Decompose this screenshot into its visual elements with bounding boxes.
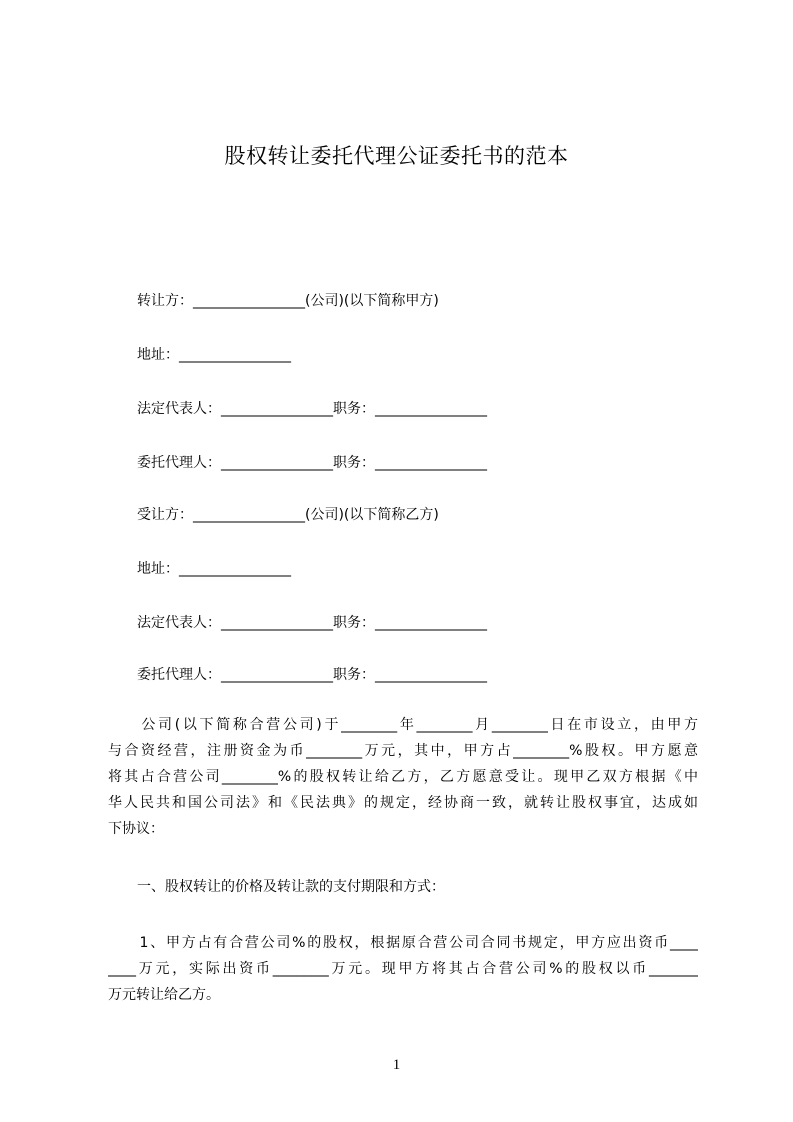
intro-line: 将其占合营公司________%的股权转让给乙方，乙方愿意受让。现甲乙双方根据《中 bbox=[108, 769, 698, 785]
transferee-legal-rep-field: 法定代表人：________________职务：________________ bbox=[137, 615, 487, 631]
page-number: 1 bbox=[392, 1057, 401, 1073]
document-title: 股权转让委托代理公证委托书的范本 bbox=[224, 144, 569, 168]
intro-line: 华人民共和国公司法》和《民法典》的规定，经协商一致，就转让股权事宜，达成如 bbox=[108, 795, 698, 811]
clause-line: ____万元，实际出资币________万元。现甲方将其占合营公司%的股权以币_______ bbox=[108, 961, 698, 977]
transferor-address-field: 地址：________________ bbox=[137, 347, 291, 363]
clause-1-paragraph bbox=[108, 930, 698, 1008]
clause-line: 万元转让给乙方。 bbox=[108, 987, 220, 1003]
transferor-legal-rep-field: 法定代表人：________________职务：________________ bbox=[137, 401, 487, 417]
clause-line: 1、甲方占有合营公司%的股权，根据原合营公司合同书规定，甲方应出资币____ bbox=[108, 935, 698, 951]
transferee-agent-field: 委托代理人：________________职务：________________ bbox=[137, 667, 487, 683]
intro-line: 与合资经营，注册资金为币________万元，其中，甲方占________%股权。甲方愿意 bbox=[108, 743, 698, 759]
intro-line: 公司(以下简称合营公司)于________年________月________日在市设立，由甲方 bbox=[108, 717, 698, 733]
transferee-field: 受让方：________________(公司)(以下简称乙方) bbox=[137, 507, 439, 523]
transferee-address-field: 地址：________________ bbox=[137, 561, 291, 577]
intro-line: 下协议： bbox=[108, 821, 164, 837]
intro-paragraph bbox=[108, 712, 698, 842]
transferor-agent-field: 委托代理人：________________职务：________________ bbox=[137, 455, 487, 471]
transferor-field: 转让方：________________(公司)(以下简称甲方) bbox=[137, 293, 439, 309]
section-heading: 一、股权转让的价格及转让款的支付期限和方式： bbox=[137, 879, 445, 895]
